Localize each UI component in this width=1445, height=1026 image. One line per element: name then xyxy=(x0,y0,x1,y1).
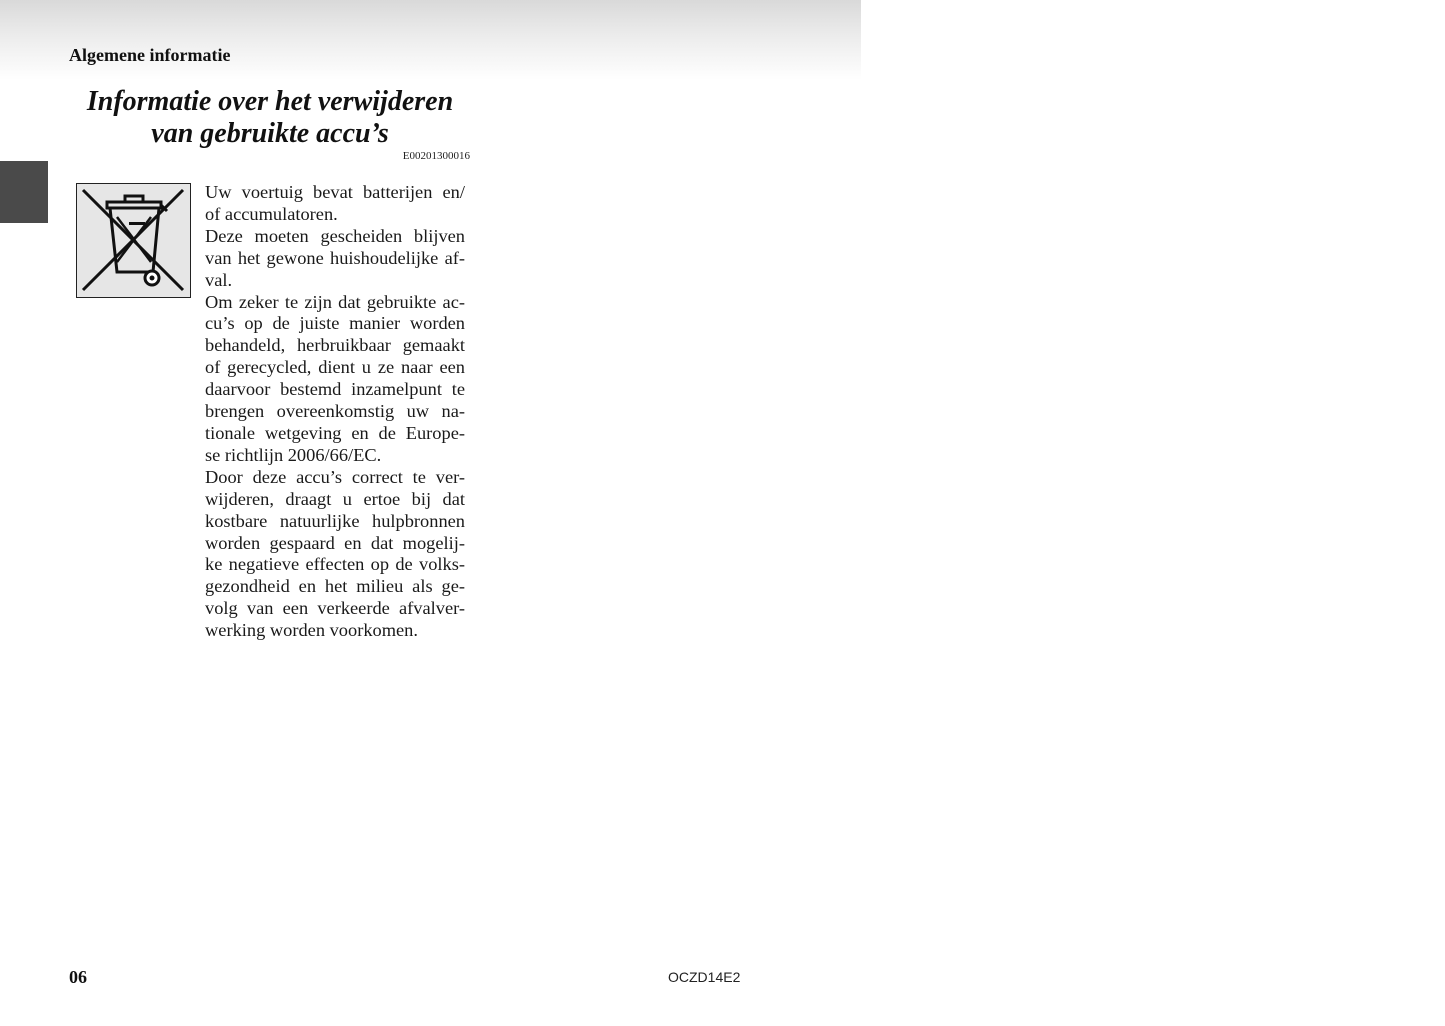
article-title-line-2: van gebruikte accu’s xyxy=(151,118,389,149)
article-title xyxy=(70,86,470,150)
page-number: 06 xyxy=(69,967,87,987)
crossed-out-wheelie-bin-icon xyxy=(76,183,191,298)
body-line: ke negatieve effecten op de volks- xyxy=(205,554,465,575)
body-line: van het gewone huishoudelijke af- xyxy=(205,247,465,268)
body-line: gezondheid en het milieu als ge- xyxy=(205,576,465,597)
header-band xyxy=(0,0,861,80)
body-line: volg van een verkeerde afvalver- xyxy=(205,598,465,619)
body-line: daarvoor bestemd inzamelpunt te xyxy=(205,379,465,400)
body-line: of gerecycled, dient u ze naar een xyxy=(205,357,465,378)
article-body xyxy=(205,182,465,642)
body-line: val. xyxy=(205,269,233,290)
article-title-line-1: Informatie over het verwijderen xyxy=(86,86,454,117)
body-line: Uw voertuig bevat batterijen en/ xyxy=(205,182,465,202)
chapter-tab xyxy=(0,161,48,223)
body-line: brengen overeenkomstig uw na- xyxy=(205,401,465,422)
body-line: cu’s op de juiste manier worden xyxy=(205,313,465,334)
body-line: kostbare natuurlijke hulpbronnen xyxy=(205,510,465,531)
body-line: tionale wetgeving en de Europe- xyxy=(205,422,465,443)
article-code: E00201300016 xyxy=(402,150,470,162)
body-line: Om zeker te zijn dat gebruikte ac- xyxy=(205,291,465,312)
body-line: Door deze accu’s correct te ver- xyxy=(205,466,465,487)
document-code: OCZD14E2 xyxy=(668,969,741,985)
body-line: Deze moeten gescheiden blijven xyxy=(205,225,465,246)
body-line: se richtlijn 2006/66/EC. xyxy=(205,444,382,465)
section-label: Algemene informatie xyxy=(69,45,231,65)
body-line: werking worden voorkomen. xyxy=(205,620,418,641)
body-line: wijderen, draagt u ertoe bij dat xyxy=(205,488,465,509)
body-line: behandeld, herbruikbaar gemaakt xyxy=(205,335,465,356)
body-line: worden gespaard en dat mogelij- xyxy=(205,532,465,553)
body-line: of accumulatoren. xyxy=(205,203,338,224)
